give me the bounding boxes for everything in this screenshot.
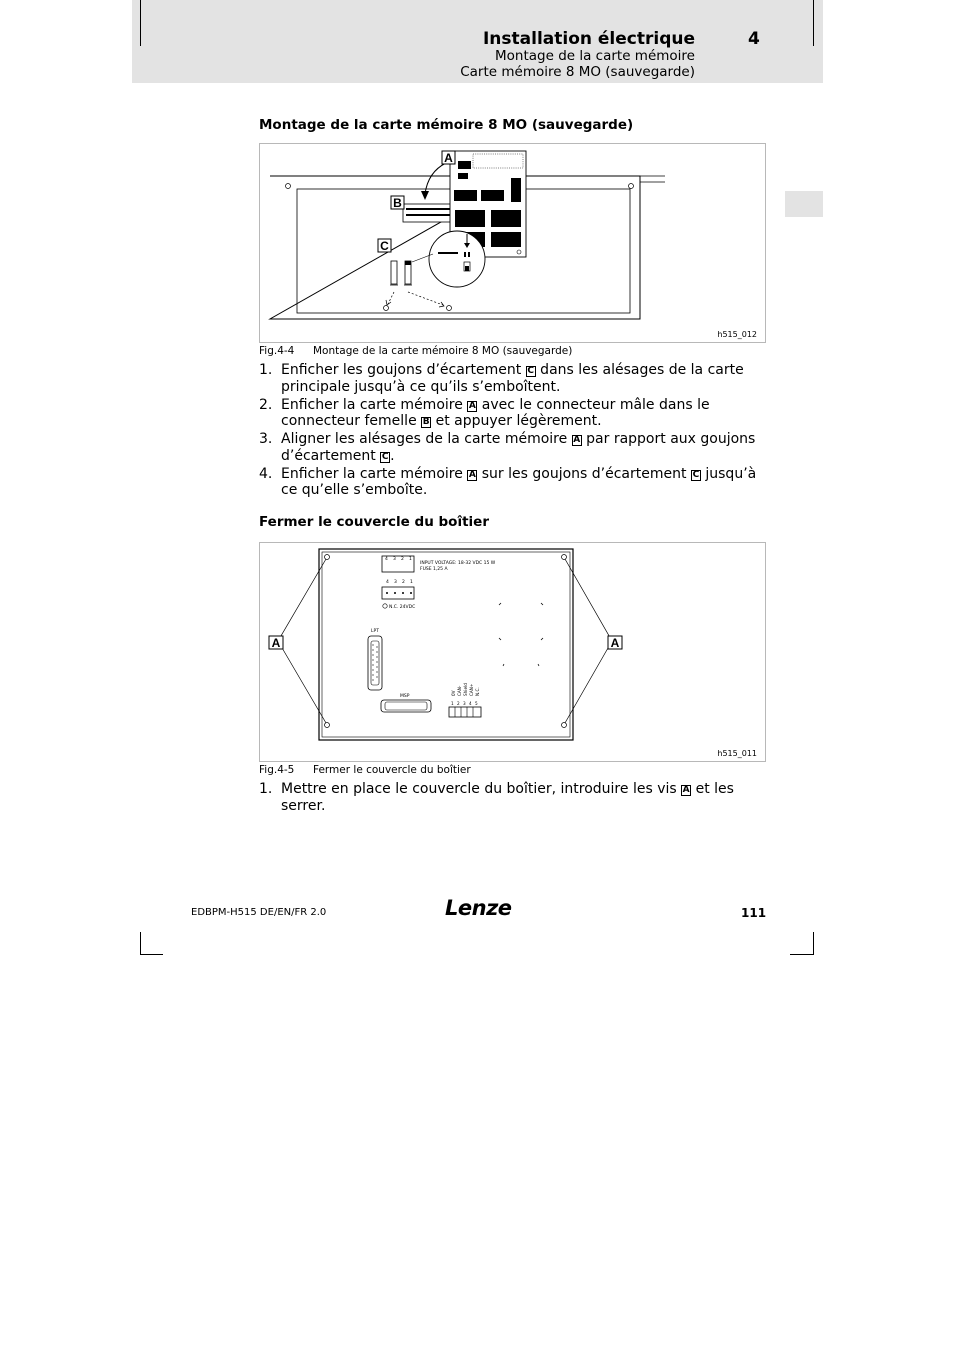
lpt-label: LPT [371, 629, 379, 634]
supply-label: N.C. 24VDC [389, 605, 416, 610]
svg-text:3: 3 [393, 557, 396, 562]
svg-text:N.C.: N.C. [475, 687, 480, 696]
list-item: 2. Enficher la carte mémoire A avec le connecteur mâle dans le connecteur femelle B et appuyer légèrement. [259, 396, 710, 429]
svg-text:3: 3 [394, 580, 397, 585]
label-b: B [393, 196, 402, 210]
svg-text:0V: 0V [451, 690, 456, 696]
instruction-list-housing-cover [259, 781, 769, 816]
figure-memory-card-mounting [259, 143, 766, 343]
svg-text:3: 3 [463, 701, 466, 706]
caption-text: Montage de la carte mémoire 8 MO (sauvegarde) [313, 345, 573, 357]
screw-label-right: A [610, 636, 620, 650]
msp-label: MSP [400, 694, 410, 699]
reference-marker: C [692, 469, 700, 480]
svg-text:4: 4 [469, 701, 472, 706]
reference-marker: A [573, 435, 581, 445]
svg-text:2: 2 [457, 701, 460, 706]
reference-marker: C [381, 451, 389, 462]
figure-housing-cover [259, 542, 766, 762]
reference-marker: A [468, 469, 476, 480]
chapter-number: 4 [748, 29, 760, 49]
chapter-side-tab [785, 191, 823, 217]
document-code: EDBPM-H515 DE/EN/FR 2.0 [191, 907, 327, 918]
reference-marker: A [682, 785, 690, 795]
lenze-logo: Lenze [445, 896, 512, 920]
svg-text:1: 1 [409, 557, 412, 562]
label-c: C [380, 239, 389, 253]
svg-text:Shield: Shield [463, 683, 468, 696]
caption-number: Fig.4-5 [259, 764, 295, 776]
list-item: 1. Enficher les goujons d’écartement C dans les alésages de la carte principale jusqu’à ce qu’ils s’emboîtent. [259, 362, 744, 395]
crop-mark [140, 954, 163, 955]
crop-mark [813, 0, 814, 46]
svg-text:2: 2 [402, 580, 405, 585]
figure-caption-4-5 [259, 764, 471, 776]
page-subtitle-2: Carte mémoire 8 MO (sauvegarde) [460, 64, 695, 80]
caption-number: Fig.4-4 [259, 345, 295, 357]
crop-mark [140, 932, 141, 955]
screw-label-left: A [271, 636, 281, 650]
svg-text:5: 5 [475, 701, 478, 706]
memory-card-illustration [260, 144, 765, 342]
list-item: 4. Enficher la carte mémoire A sur les goujons d’écartement C jusqu’à ce qu’elle s’emboîte. [259, 465, 757, 498]
crop-mark [140, 0, 141, 46]
svg-text:CAN+: CAN+ [469, 683, 474, 696]
svg-text:CAN-: CAN- [457, 685, 462, 696]
label-a: A [444, 151, 453, 165]
fuse-label: FUSE 1,25 A [420, 567, 448, 572]
instruction-list-memory-card [259, 362, 769, 500]
reference-marker: A [468, 400, 476, 411]
crop-mark [813, 932, 814, 955]
svg-text:4: 4 [386, 580, 389, 585]
section-heading-memory-card: Montage de la carte mémoire 8 MO (sauvegarde) [259, 117, 634, 133]
page-number: 111 [741, 906, 767, 920]
svg-text:2: 2 [401, 557, 404, 562]
section-heading-housing-cover: Fermer le couvercle du boîtier [259, 514, 489, 530]
crop-mark [790, 954, 814, 955]
reference-marker: B [422, 417, 430, 427]
reference-marker: C [527, 366, 535, 376]
caption-text: Fermer le couvercle du boîtier [313, 764, 471, 776]
input-voltage-label: INPUT VOLTAGE: 18-32 VDC 15 W [420, 561, 496, 566]
figure-id: h515_011 [717, 749, 757, 758]
housing-cover-illustration [260, 543, 765, 761]
list-item: 1. Mettre en place le couvercle du boîtier, introduire les vis A et les serrer. [259, 781, 734, 814]
svg-text:4: 4 [385, 557, 388, 562]
page-subtitle-1: Montage de la carte mémoire [495, 48, 695, 64]
list-item: 3. Aligner les alésages de la carte mémoire A par rapport aux goujons d’écartement C . [259, 431, 756, 464]
svg-text:1: 1 [410, 580, 413, 585]
svg-text:1: 1 [451, 701, 454, 706]
figure-caption-4-4 [259, 345, 573, 357]
page-title: Installation électrique [482, 29, 695, 49]
figure-id: h515_012 [717, 330, 757, 339]
